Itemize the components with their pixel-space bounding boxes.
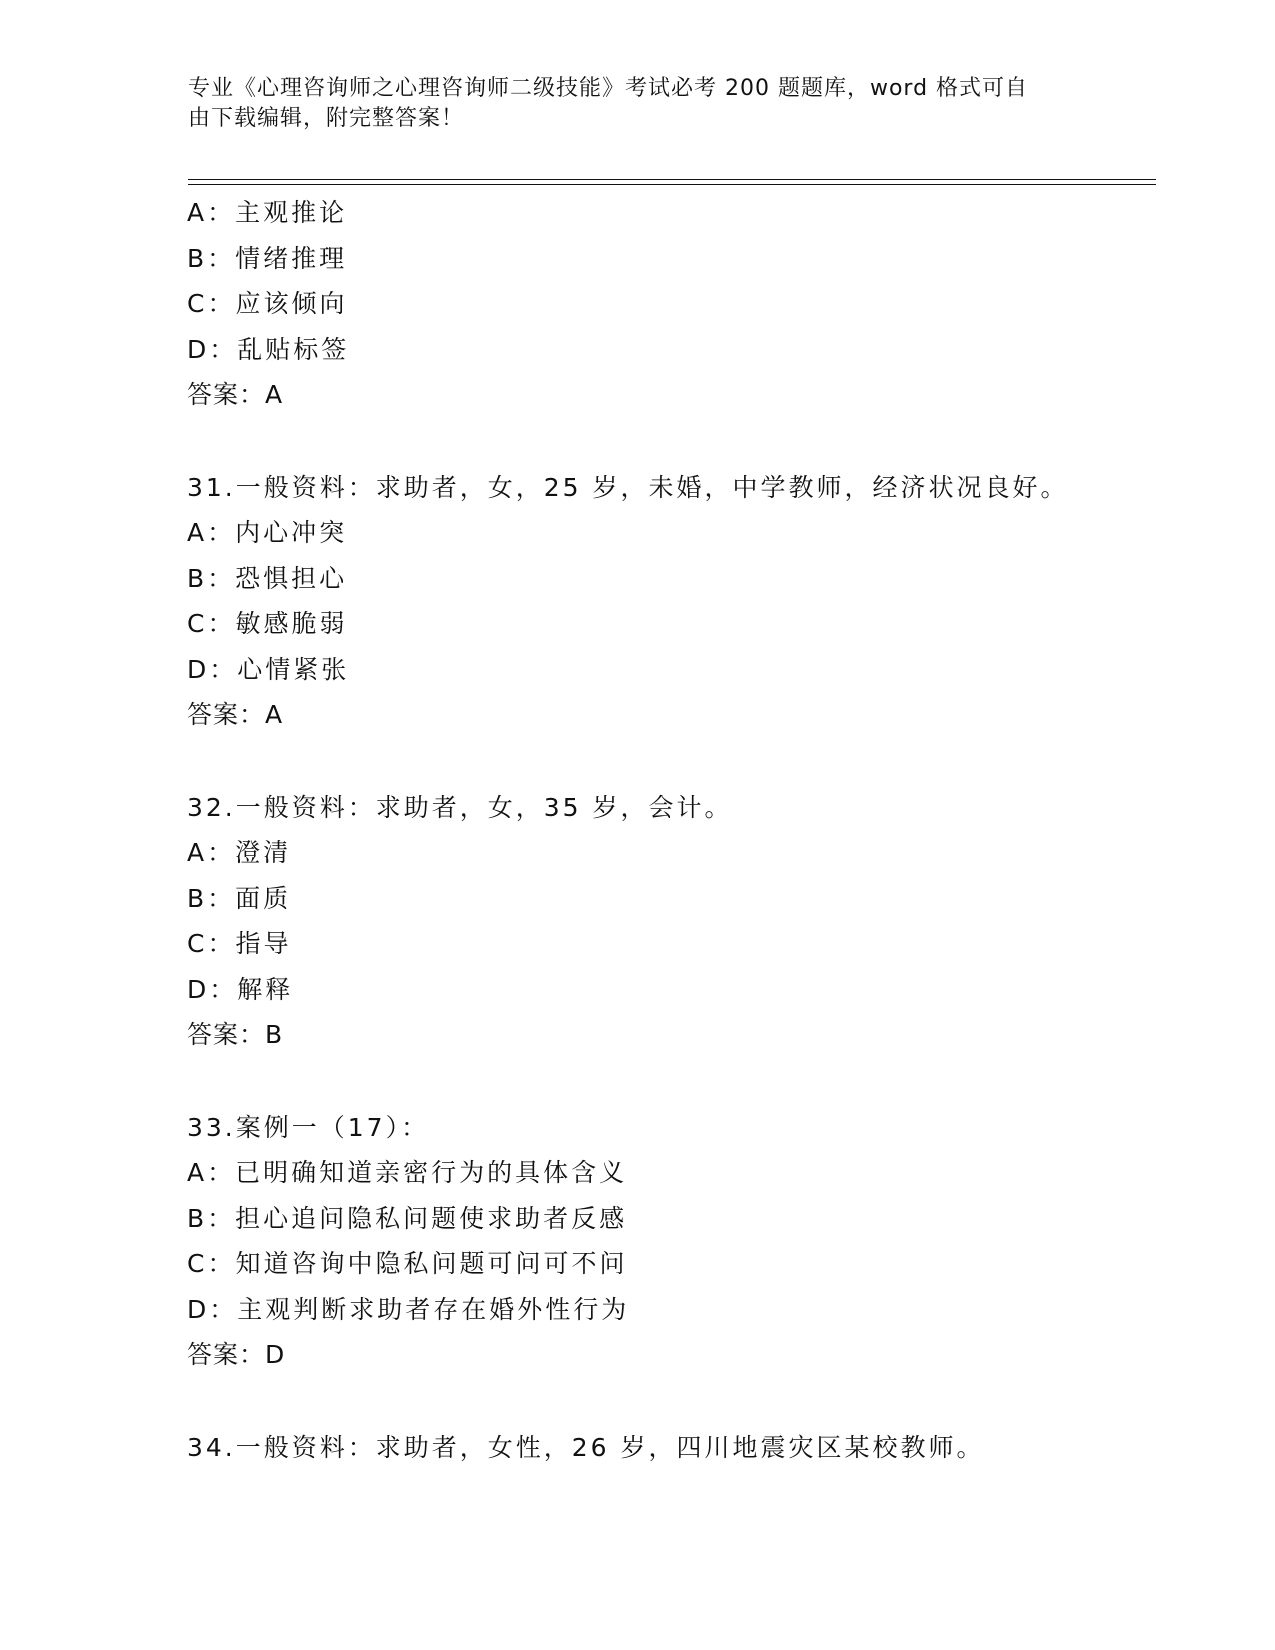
option-c: C：指导 [187, 929, 292, 958]
question-stem: 32.一般资料：求助者，女，35 岁，会计。 [187, 792, 733, 822]
question-stem: 34.一般资料：求助者，女性，26 岁，四川地震灾区某校教师。 [187, 1432, 985, 1462]
answer-line: 答案：A [187, 700, 284, 729]
option-b: B：面质 [187, 883, 292, 913]
option-d: D：解释 [187, 974, 294, 1004]
header-divider [188, 184, 1156, 185]
header-divider [188, 179, 1156, 180]
question-block-32 [187, 785, 1177, 1058]
option-d: D：乱贴标签 [187, 334, 350, 364]
answer-line: 答案：B [187, 1020, 284, 1049]
option-a: A：已明确知道亲密行为的具体含义 [187, 1158, 628, 1187]
answer-line: 答案：D [187, 1340, 286, 1369]
option-b: B：恐惧担心 [187, 563, 348, 593]
option-c: C：知道咨询中隐私问题可问可不问 [187, 1249, 628, 1278]
header-line-2: 由下载编辑，附完整答案！ [188, 106, 465, 131]
question-block-33 [187, 1105, 1177, 1378]
question-list [187, 190, 1177, 1470]
option-c: C：敏感脆弱 [187, 609, 348, 638]
option-a: A：主观推论 [187, 198, 348, 227]
option-d: D：主观判断求助者存在婚外性行为 [187, 1294, 630, 1324]
header-line-1: 专业《心理咨询师之心理咨询师二级技能》考试必考 200 题题库，word 格式可自 [188, 76, 1029, 101]
option-a: A：澄清 [187, 838, 292, 867]
option-c: C：应该倾向 [187, 289, 348, 318]
option-b: B：情绪推理 [187, 243, 348, 273]
option-a: A：内心冲突 [187, 518, 348, 547]
question-block-30 [187, 190, 1177, 418]
question-block-31 [187, 465, 1177, 738]
option-b: B：担心追问隐私问题使求助者反感 [187, 1203, 628, 1233]
question-stem: 31.一般资料：求助者，女，25 岁，未婚，中学教师，经济状况良好。 [187, 472, 1069, 502]
option-d: D：心情紧张 [187, 654, 350, 684]
question-stem: 33.案例一（17）： [187, 1112, 430, 1142]
answer-line: 答案：A [187, 380, 284, 409]
question-block-34 [187, 1425, 1177, 1471]
document-header [188, 74, 1078, 134]
